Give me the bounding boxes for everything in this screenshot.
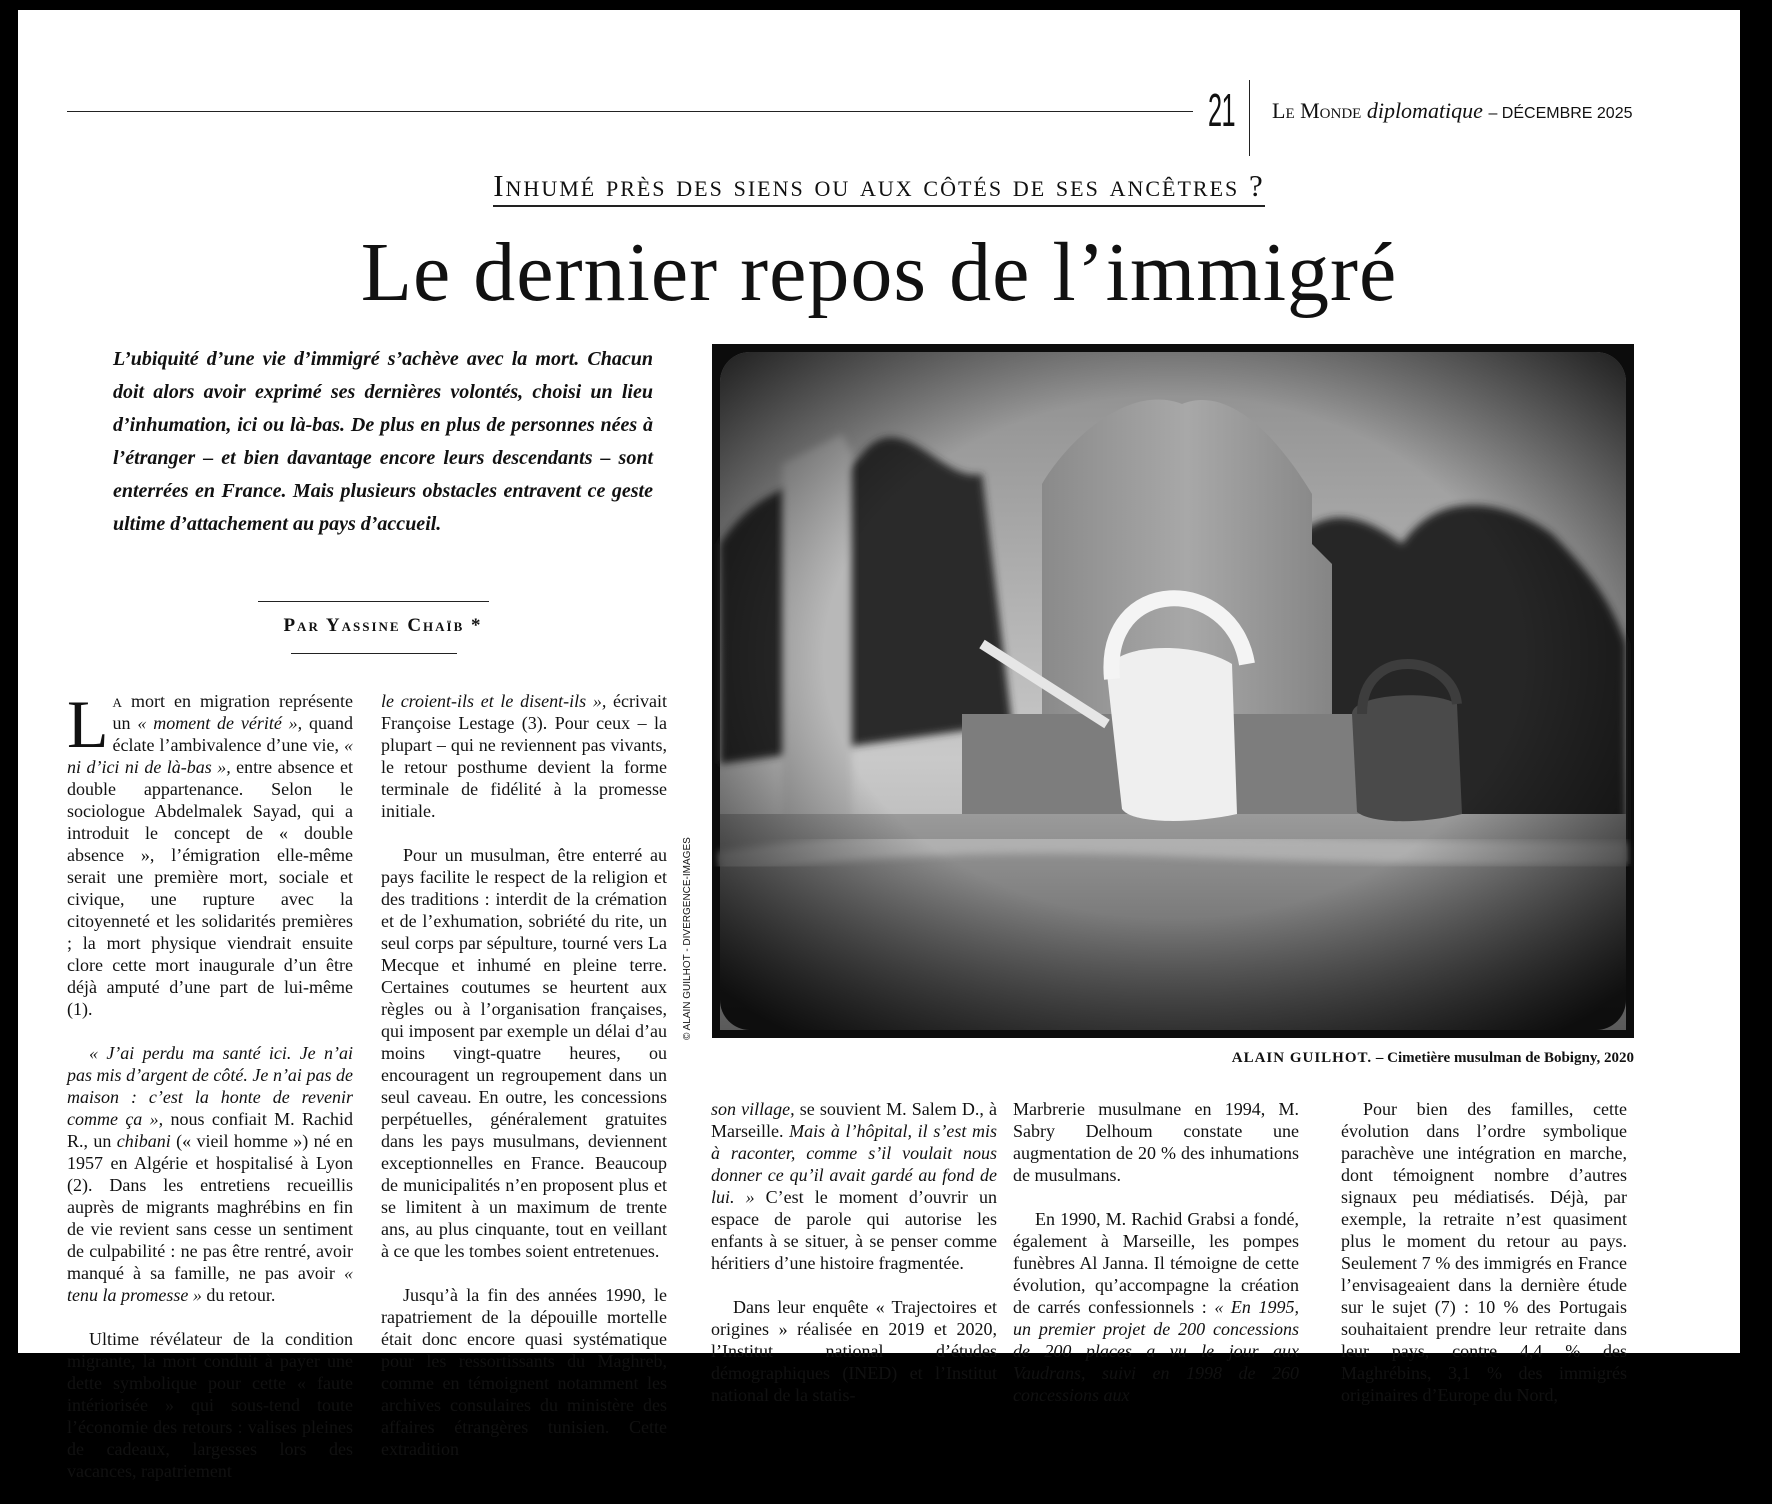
paragraph: Pour bien des familles, cette évolution dans l’ordre symbolique parachève une intégration en marche, dont témoignent nombre d’autres signaux peu médiatisés. Déjà, par exemple, la retraite n’est quasiment plus le moment du retour au pays. Seulement 7 % des immigrés en France l’envisageaient dans la dernière étude sur le sujet (7) : 10 % des Portugais souhaitaient prendre leur retraite dans leur pays, contre 4,4 % des Maghrébins, 3,1 % des immigrés originaires d’Europe du Nord, (1341, 1099, 1627, 1405)
column-3 (711, 1098, 997, 1428)
byline-rule-top (258, 601, 489, 602)
column-5 (1341, 1098, 1627, 1428)
article-title: Le dernier repos de l’immigré (360, 226, 1398, 319)
cemetery-photo-image (712, 344, 1634, 1038)
paragraph: le croient-ils et le disent-ils », écrivait Françoise Lestage (3). Pour ceux – la plupart – qui ne reviennent pas vivants, le retour posthume devient la forme terminale de fidélité à la promesse initiale. (381, 691, 667, 821)
paragraph: Marbrerie musulmane en 1994, M. Sabry Delhoum constate une augmentation de 20 % des inhumations de musulmans. (1013, 1099, 1299, 1185)
article-standfirst: L’ubiquité d’une vie d’immigré s’achève avec la mort. Chacun doit alors avoir exprimé ses dernières volontés, choisi un lieu d’inhumation, ici ou là-bas. De plus en plus de personnes nées à l’étranger – et bien davantage encore leurs descendants – sont enterrées en France. Mais plusieurs obstacles entravent ce geste ultime d’attachement au pays d’accueil. (113, 348, 653, 535)
header-divider (1249, 80, 1250, 156)
article-kicker (18, 168, 1740, 204)
paragraph: Dans leur enquête « Trajectoires et origines » réalisée en 2019 et 2020, l’Institut national d’études démographiques (INED) et l’Institut national de la statis- (711, 1297, 997, 1405)
masthead-name: Le Monde (1272, 98, 1362, 123)
issue-date: – DÉCEMBRE 2025 (1488, 105, 1633, 122)
masthead (1272, 98, 1633, 124)
paragraph: son village, se souvient M. Salem D., à Marseille. Mais à l’hôpital, il s’est mis à raconter, comme s’il voulait nous donner ce qu’il avait gardé au fond de lui. » C’est le moment d’ouvrir un espace de parole qui autorise les enfants à se situer, à se penser comme héritiers d’une histoire fragmentée. (711, 1099, 998, 1273)
header-rule (67, 111, 1193, 112)
drop-cap: L (67, 686, 109, 762)
page-number: 21 (1208, 84, 1236, 136)
column-2 (381, 690, 667, 1482)
masthead-italic: diplomatique (1366, 98, 1483, 123)
photo-credit: © ALAIN GUILHOT - DIVERGENCE-IMAGES (682, 837, 693, 1040)
column-1 (67, 686, 354, 1504)
paragraph: Jusqu’à la fin des années 1990, le rapatriement de la dépouille mortelle était donc encore quasi systématique pour les ressortissants du Maghreb, comme en témoignent notamment les archives consulaires du ministère des affaires étrangères tunisien. Cette extradition (381, 1285, 667, 1459)
paragraph: Pour un musulman, être enterré au pays facilite le respect de la religion et des traditions : interdit de la crémation et de l’exhumation, sobriété du rite, un seul corps par sépulture, tourné vers La Mecque et inhumé en pleine terre. Certaines coutumes se heurtent aux règles ou à l’organisation françaises, qui imposent par exemple un délai d’au moins vingt-quatre heures, ou encouragent un regroupement dans un seul caveau. En outre, les concessions perpétuelles, généralement gratuites dans les pays musulmans, deviennent exceptionnelles en France. Beaucoup de municipalités n’en proposent plus et se limitent à un maximum de trente ans, au plus cinquante, tout en veillant à ce que les tombes soient entretenues. (381, 845, 667, 1261)
paragraph: Ultime révélateur de la condition migrante, la mort conduit à payer une dette symbolique pour cette « faute intériorisée » qui sous-tend toute l’économie des retours : valises pleines de cadeaux, largesses lors des vacances, rapatriement (67, 1329, 353, 1481)
byline-rule-bottom (291, 653, 457, 654)
paragraph: « J’ai perdu ma santé ici. Je n’ai pas mis d’argent de côté. Je n’ai pas de maison : c’est la honte de revenir comme ça », nous confiait M. Rachid R., un chibani (« vieil homme ») né en 1957 en Algérie et hospitalisé à Lyon (2). Dans les entretiens recueillis auprès de migrants maghrébins en fin de vie revient sans cesse un sentiment de culpabilité : ne pas être rentré, avoir manqué à sa famille, ne pas avoir « tenu la promesse » du retour. (67, 1043, 353, 1305)
kicker-text: Inhumé près des siens ou aux côtés de ses ancêtres ? (493, 168, 1265, 207)
paragraph: En 1990, M. Rachid Grabsi a fondé, également à Marseille, les pompes funèbres Al Janna. Il témoigne de cette évolution, qu’accompagne la création de carrés confessionnels : « En 1995, un premier projet de 200 concessions de 200 places a vu le jour aux Vaudrans, suivi en 1998 de 260 concessions aux (1013, 1209, 1299, 1405)
newspaper-page (18, 10, 1740, 1481)
paragraph: La mort en migration représente un « moment de vérité », quand éclate l’ambivalence d’une vie, « ni d’ici ni de là-bas », entre absence et double appartenance. Selon le sociologue Abdelmalek Sayad, qui a introduit le concept de « double absence », l’émigration elle-même serait une première mort, sociale et civique, une rupture avec la citoyenneté et les solidarités premières ; la mort physique viendrait ensuite clore cette mort inaugurale d’un être déjà amputé d’une part de lui-même (1). (67, 686, 354, 1019)
column-4 (1013, 1098, 1299, 1428)
photo-caption: ALAIN GUILHOT. – Cimetière musulman de Bobigny, 2020 (1231, 1050, 1634, 1066)
byline: Par Yassine Chaïb * (283, 615, 483, 636)
article-photo (712, 344, 1634, 1038)
